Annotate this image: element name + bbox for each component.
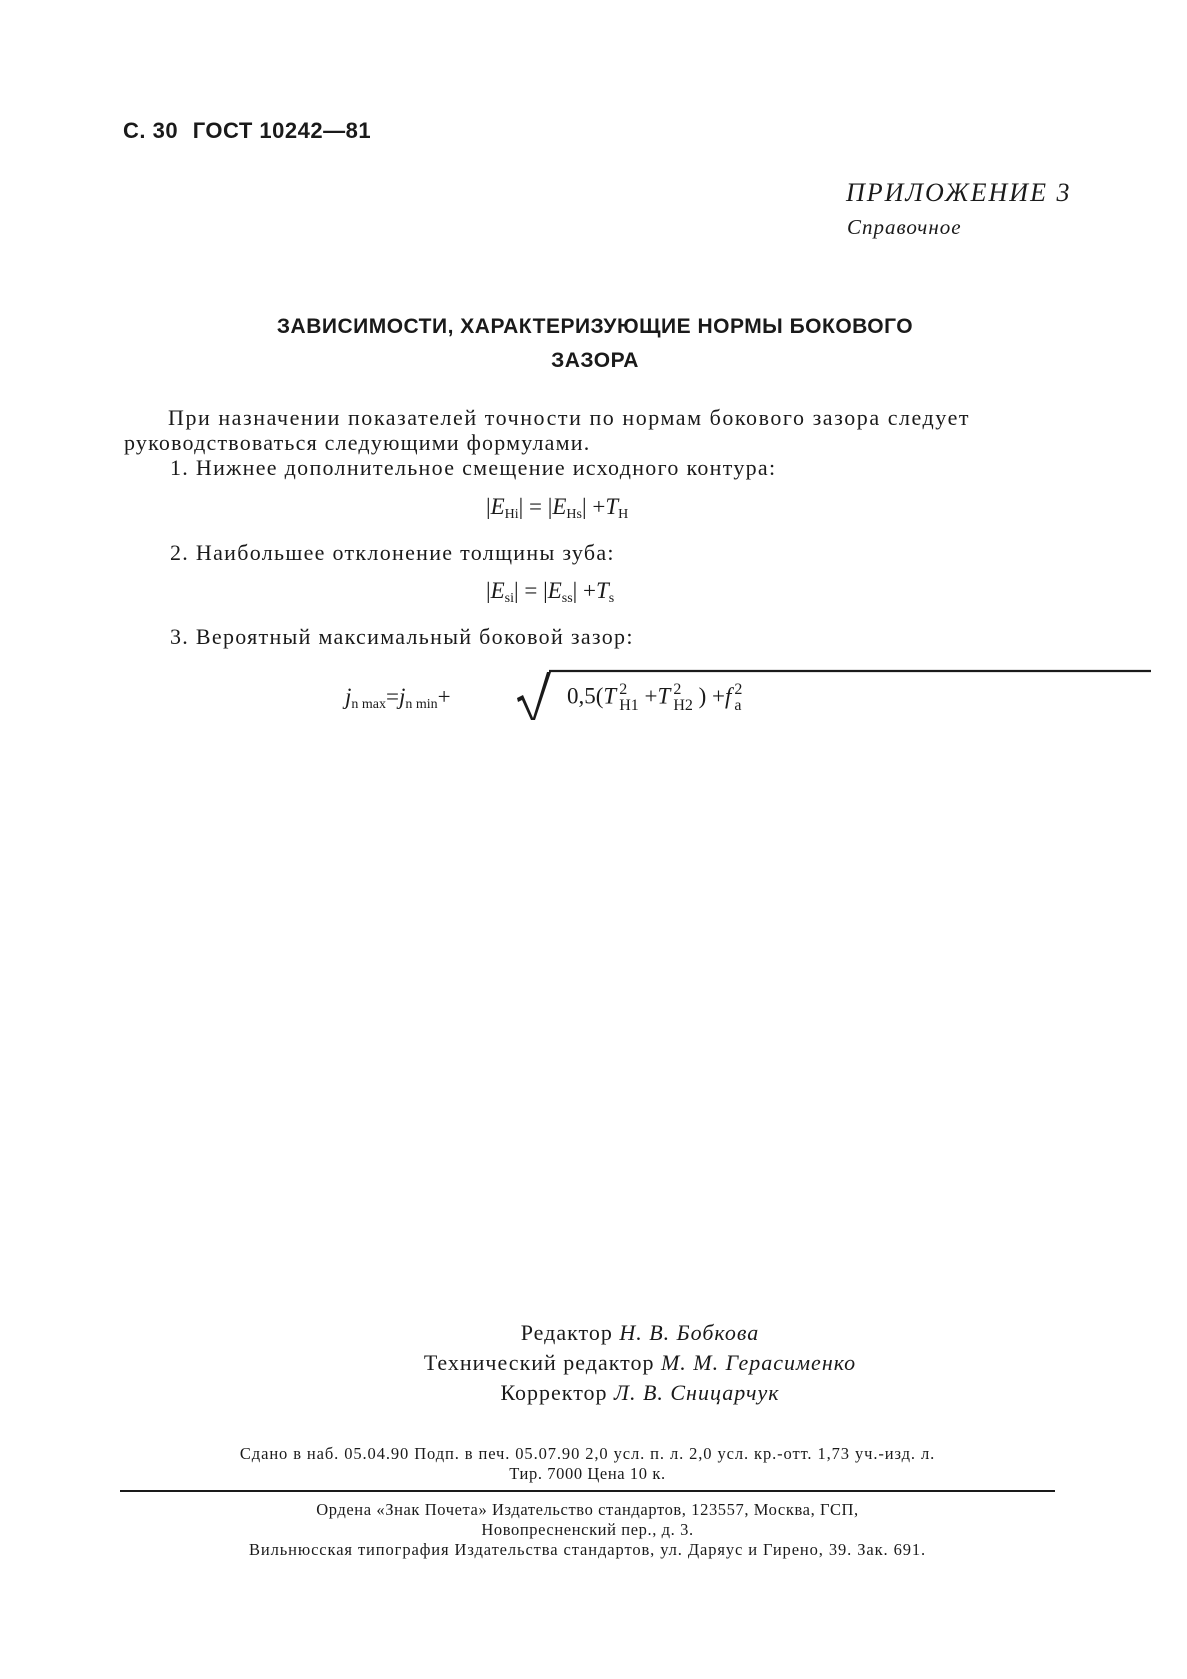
imprint-line-5: Вильнюсская типография Издательства стандартов, ул. Даряус и Гирено, 39. Зак. 691. bbox=[248, 1540, 927, 1559]
formula-3-a-sub: a bbox=[734, 697, 742, 714]
corrector-name: Л. В. Сницарчук bbox=[614, 1380, 780, 1405]
formula-3-h1-stack bbox=[619, 682, 639, 714]
formula-1: $|E_{Hi}| = |E_{Hs}| +T_H$ bbox=[486, 494, 629, 522]
tech-editor-name: М. М. Герасименко bbox=[660, 1350, 857, 1375]
formula-1-rhs-sub: Hs bbox=[566, 507, 582, 522]
divider-rule bbox=[120, 1490, 1055, 1492]
formula-2-t-sub: s bbox=[608, 591, 615, 606]
formula-3-j-min: j bbox=[398, 684, 406, 709]
formula-3-h2-sup: 2 bbox=[673, 681, 682, 698]
formula-2-rhs-var: E bbox=[547, 578, 562, 603]
formula-1-t-sub: H bbox=[618, 507, 629, 522]
page-header bbox=[123, 118, 371, 144]
formula-2-rhs-sub: ss bbox=[561, 591, 573, 606]
formula-3-t2: T bbox=[657, 683, 671, 709]
formula-3-sub-max: n max bbox=[351, 697, 386, 712]
formula-2-lhs-var: E bbox=[490, 578, 505, 603]
formula-2-lhs-sub: si bbox=[504, 591, 515, 606]
document-title bbox=[150, 310, 1040, 378]
imprint-line-1: Сдано в наб. 05.04.90 Подп. в печ. 05.07.90 2,0 усл. п. л. 2,0 усл. кр.-отт. 1,73 уч.-изд. л. bbox=[239, 1444, 936, 1463]
intro-line-1: При назначении показателей точности по нормам бокового зазора следует bbox=[168, 405, 971, 430]
formula-3-t1: T bbox=[603, 683, 617, 709]
formula-2-t-var: T bbox=[596, 578, 609, 603]
formula-3-f: f bbox=[725, 683, 732, 709]
imprint-line-3: Ордена «Знак Почета» Издательство стандартов, 123557, Москва, ГСП, bbox=[316, 1500, 859, 1519]
formula-3-sub-min: n min bbox=[405, 697, 438, 712]
imprint-line-2: Тир. 7000 Цена 10 к. bbox=[509, 1464, 666, 1483]
appendix-title: ПРИЛОЖЕНИЕ 3 bbox=[846, 178, 1072, 207]
tech-editor-label: Технический редактор bbox=[423, 1350, 655, 1375]
formula-3-h2-stack bbox=[673, 682, 693, 714]
editor-name: Н. В. Бобкова bbox=[619, 1320, 760, 1345]
formula-3-h1-sub: H1 bbox=[619, 697, 639, 714]
formula-3-coef: 0,5( bbox=[567, 683, 604, 709]
formula-1-t-var: T bbox=[605, 494, 619, 519]
formula-3-a-sup: 2 bbox=[734, 681, 743, 698]
formula-3-j-max: j bbox=[345, 684, 352, 709]
formula-3-h1-sup: 2 bbox=[619, 681, 628, 698]
formula-1-lhs-var: E bbox=[490, 494, 505, 519]
item-3-text: 3. Вероятный максимальный боковой зазор: bbox=[170, 624, 634, 649]
item-2-text: 2. Наибольшее отклонение толщины зуба: bbox=[170, 540, 615, 565]
formula-2: $|E_{si}| = |E_{ss}| +T_s$ bbox=[486, 578, 615, 606]
appendix-subtitle: Справочное bbox=[847, 215, 962, 239]
standard-code: ГОСТ 10242—81 bbox=[192, 118, 372, 143]
formula-1-rhs-var: E bbox=[552, 494, 567, 519]
credits-corrector bbox=[300, 1380, 980, 1406]
formula-3-h2-sub: H2 bbox=[673, 697, 693, 714]
credits-tech-editor bbox=[300, 1350, 980, 1376]
intro-line-2: руководствоваться следующими формулами. bbox=[124, 430, 591, 455]
document-title-line-2: ЗАЗОРА bbox=[551, 349, 639, 372]
formula-3-a-stack bbox=[734, 682, 742, 714]
editor-label: Редактор bbox=[520, 1320, 613, 1345]
credits-editor bbox=[300, 1320, 980, 1346]
corrector-label: Корректор bbox=[500, 1380, 608, 1405]
imprint-line-4: Новопресненский пер., д. 3. bbox=[481, 1520, 694, 1539]
document-title-line-1: ЗАВИСИМОСТИ, ХАРАКТЕРИЗУЮЩИЕ НОРМЫ БОКОВОГО bbox=[276, 315, 914, 338]
page-number: С. 30 bbox=[123, 118, 179, 143]
item-1-text: 1. Нижнее дополнительное смещение исходного контура: bbox=[170, 455, 777, 480]
formula-1-lhs-sub: Hi bbox=[504, 507, 519, 522]
